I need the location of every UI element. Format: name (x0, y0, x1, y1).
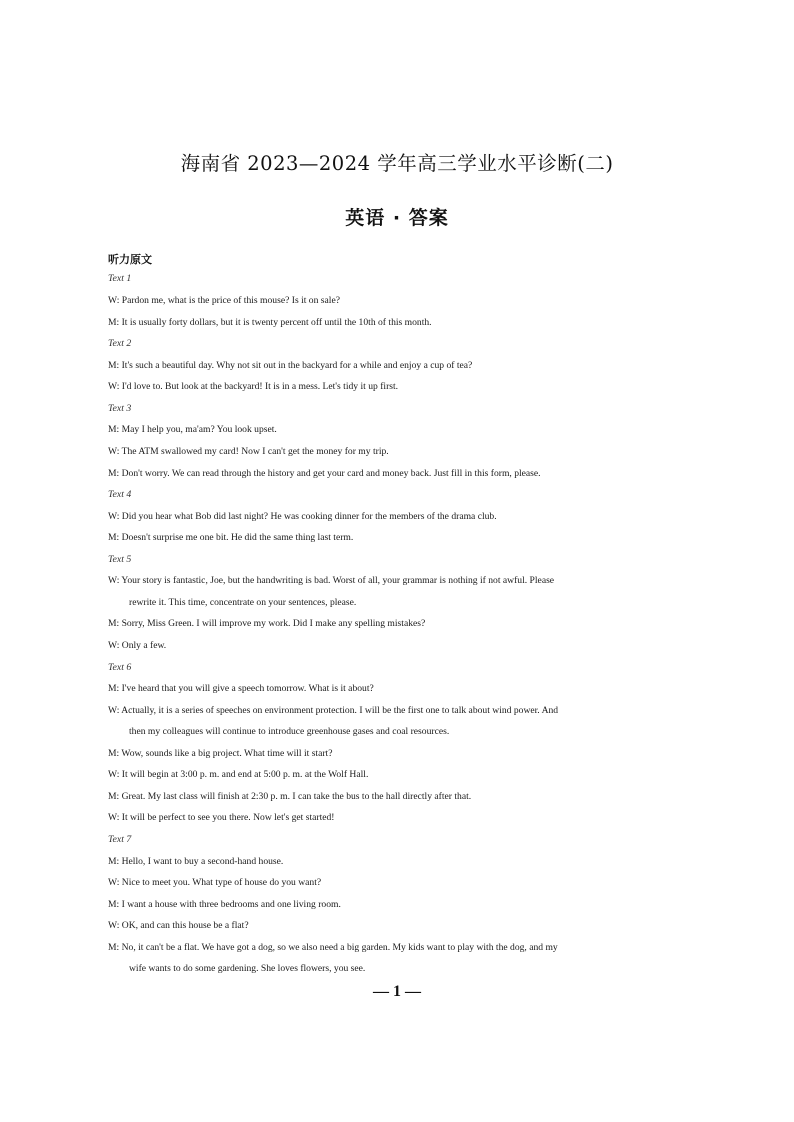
text-heading: Text 7 (108, 834, 132, 845)
dialogue-line: W: Did you hear what Bob did last night? He was cooking dinner for the members of the drama club. (108, 511, 497, 522)
dialogue-line: M: May I help you, ma'am? You look upset. (108, 424, 277, 435)
dialogue-line: M: Wow, sounds like a big project. What time will it start? (108, 748, 333, 759)
dialogue-line-continued: then my colleagues will continue to introduce greenhouse gases and coal resources. (129, 726, 450, 737)
dialogue-line: M: It's such a beautiful day. Why not sit out in the backyard for a while and enjoy a cup of tea? (108, 360, 473, 371)
dialogue-line: M: It is usually forty dollars, but it is twenty percent off until the 10th of this month. (108, 317, 432, 328)
dialogue-line: M: Hello, I want to buy a second-hand house. (108, 856, 284, 867)
dialogue-line-continued: rewrite it. This time, concentrate on your sentences, please. (129, 597, 357, 608)
section-label: 听力原文 (108, 253, 152, 266)
dialogue-line: W: Only a few. (108, 640, 167, 651)
document-subtitle: 英语 · 答案 (345, 207, 449, 229)
text-heading: Text 5 (108, 554, 132, 565)
dialogue-line: W: Nice to meet you. What type of house do you want? (108, 877, 322, 888)
text-heading: Text 4 (108, 489, 132, 500)
dialogue-line: W: The ATM swallowed my card! Now I can't get the money for my trip. (108, 446, 389, 457)
text-heading: Text 1 (108, 273, 132, 284)
dialogue-line: W: Your story is fantastic, Joe, but the handwriting is bad. Worst of all, your grammar is nothing if not awful. Please (108, 575, 555, 586)
text-heading: Text 3 (108, 403, 132, 414)
dialogue-line: W: Actually, it is a series of speeches on environment protection. I will be the first one to talk about wind power. And (108, 705, 559, 716)
dialogue-line: M: I want a house with three bedrooms and one living room. (108, 899, 341, 910)
dialogue-line: W: It will be perfect to see you there. Now let's get started! (108, 812, 335, 823)
text-heading: Text 6 (108, 662, 132, 673)
dialogue-line: W: I'd love to. But look at the backyard! It is in a mess. Let's tidy it up first. (108, 381, 399, 392)
dialogue-line: M: Doesn't surprise me one bit. He did the same thing last term. (108, 532, 354, 543)
dialogue-line: M: No, it can't be a flat. We have got a dog, so we also need a big garden. My kids want to play with the dog, and my (108, 942, 558, 953)
text-heading: Text 2 (108, 338, 132, 349)
dialogue-line: W: OK, and can this house be a flat? (108, 920, 249, 931)
dialogue-line: M: Sorry, Miss Green. I will improve my work. Did I make any spelling mistakes? (108, 618, 426, 629)
dialogue-line: W: Pardon me, what is the price of this mouse? Is it on sale? (108, 295, 340, 306)
dialogue-line: M: Don't worry. We can read through the history and get your card and money back. Just fill in this form, please. (108, 468, 541, 479)
page-number: — 1 — (373, 983, 421, 1000)
document-title: 海南省 2023—2024 学年高三学业水平诊断(二) (180, 152, 614, 175)
dialogue-line: W: It will begin at 3:00 p. m. and end at 5:00 p. m. at the Wolf Hall. (108, 769, 369, 780)
dialogue-line-continued: wife wants to do some gardening. She loves flowers, you see. (129, 963, 366, 974)
dialogue-line: M: I've heard that you will give a speech tomorrow. What is it about? (108, 683, 374, 694)
dialogue-line: M: Great. My last class will finish at 2:30 p. m. I can take the bus to the hall directly after that. (108, 791, 472, 802)
